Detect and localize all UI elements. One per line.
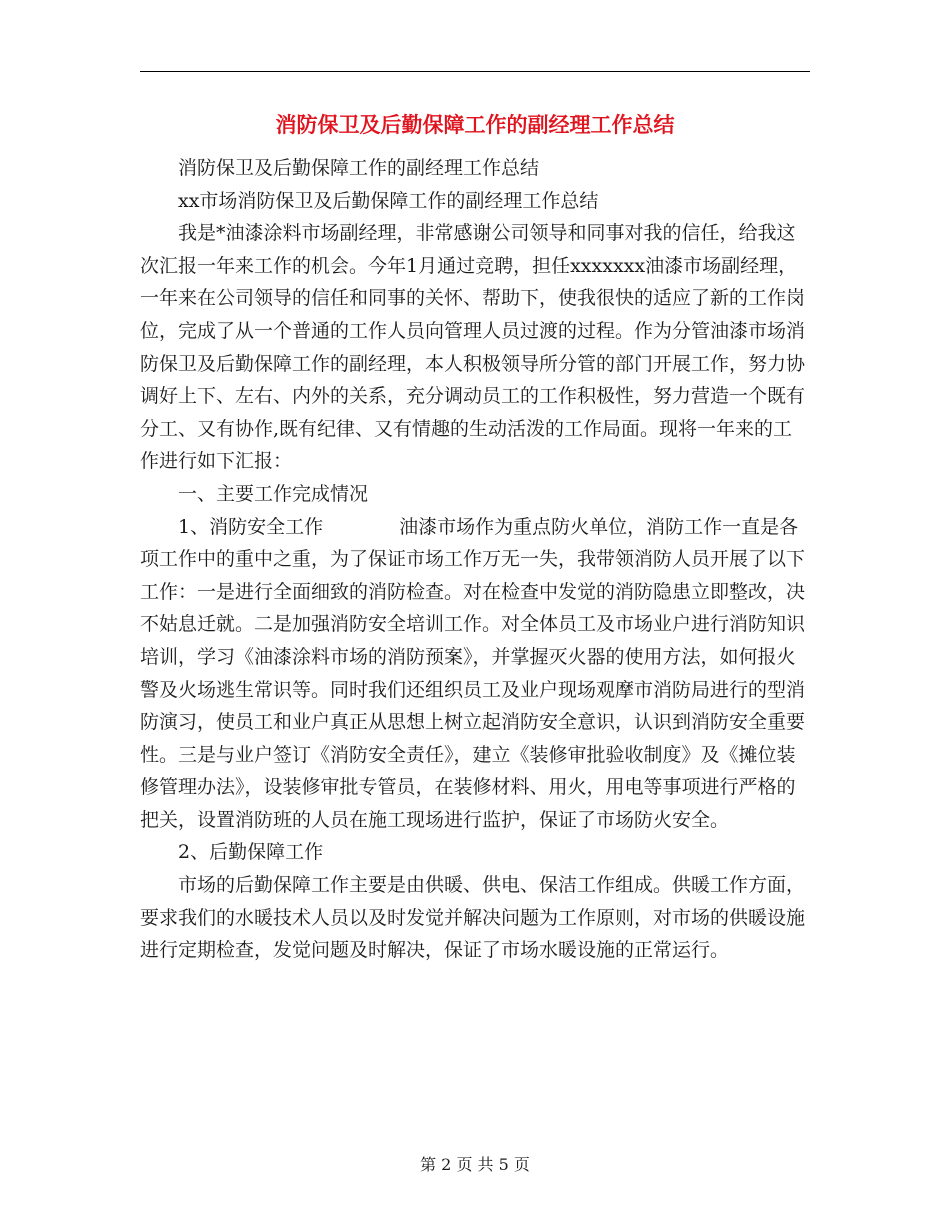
logistics-heading: 2、后勤保障工作 [178,841,324,864]
logistics-paragraph: 市场的后勤保障工作主要是由供暖、供电、保洁工作组成。供暖工作方面，要求我们的水暖技术人员以及时发觉并解决问题为工作原则，对市场的供暖设施进行定期检查，发觉问题及时解决，保证了市场水暖设施的正常运行。 [140,874,806,962]
subtitle-paragraph: 消防保卫及后勤保障工作的副经理工作总结 [178,157,540,179]
document-body [140,152,810,967]
header-rule [140,71,810,72]
section-heading: 一、主要工作完成情况 [178,482,369,505]
fire-safety-paragraph: 1、消防安全工作 油漆市场作为重点防火单位，消防工作一直是各项工作中的重中之重，为了保证市场工作万无一失，我带领消防人员开展了以下工作：一是进行全面细致的消防检查。对在检查中发觉的消防隐患立即整改，决不姑息迁就。二是加强消防安全培训工作。对全体员工及市场业户进行消防知识培训，学习《油漆涂料市场的消防预案》，并掌握灭火器的使用方法，如何报火警及火场逃生常识等。同时我们还组织员工及业户现场观摩市消防局进行的型消防演习，使员工和业户真正从思想上树立起消防安全意识，认识到消防安全重要性。三是与业户签订《消防安全责任》，建立《装修审批验收制度》及《摊位装修管理办法》，设装修审批专管员，在装修材料、用火，用电等事项进行严格的把关，设置消防班的人员在施工现场进行监护，保证了市场防火安全。 [140,515,806,831]
market-subtitle-paragraph: xx市场消防保卫及后勤保障工作的副经理工作总结 [178,189,599,212]
document-title: 消防保卫及后勤保障工作的副经理工作总结 [275,113,675,137]
page-number: 第 2 页 共 5 页 [420,1155,530,1174]
intro-paragraph: 我是*油漆涂料市场副经理，非常感谢公司领导和同事对我的信任，给我这次汇报一年来工作的机会。今年1月通过竞聘，担任xxxxxxx油漆市场副经理，一年来在公司领导的信任和同事的关怀、帮助下，使我很快的适应了新的工作岗位，完成了从一个普通的工作人员向管理人员过渡的过程。作为分管油漆市场消防保卫及后勤保障工作的副经理，本人积极领导所分管的部门开展工作，努力协调好上下、左右、内外的关系，充分调动员工的工作积极性，努力营造一个既有分工、又有协作,既有纪律、又有情趣的生动活泼的工作局面。现将一年来的工作进行如下汇报： [140,222,806,473]
